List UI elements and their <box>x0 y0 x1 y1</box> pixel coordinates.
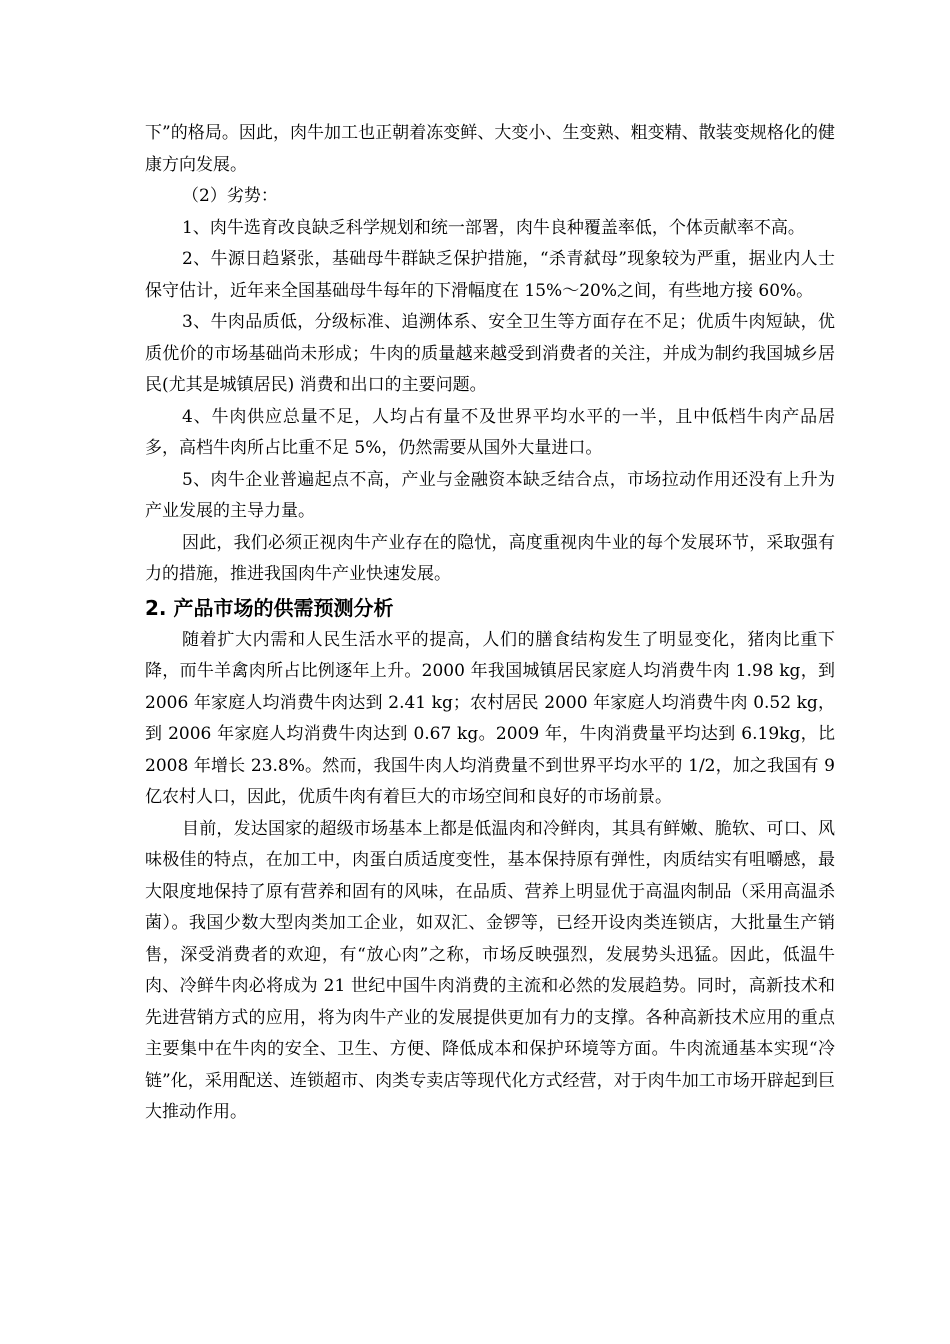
document-page <box>145 118 835 1129</box>
paragraph-conclusion: 因此，我们必须正视肉牛产业存在的隐忧，高度重视肉牛业的每个发展环节，采取强有力的措施，推进我国肉牛产业快速发展。 <box>145 532 835 584</box>
paragraph-weakness-4: 4、牛肉供应总量不足，人均占有量不及世界平均水平的一半，且中低档牛肉产品居多，高档牛肉所占比重不足 5%，仍然需要从国外大量进口。 <box>145 406 835 458</box>
paragraph-intro: 下”的格局。因此，肉牛加工也正朝着冻变鲜、大变小、生变熟、粗变精、散装变规格化的健康方向发展。 <box>145 123 835 175</box>
section-heading: 2. 产品市场的供需预测分析 <box>145 595 394 620</box>
paragraph-weakness-3: 3、牛肉品质低，分级标准、追溯体系、安全卫生等方面存在不足；优质牛肉短缺，优质优价的市场基础尚未形成；牛肉的质量越来越受到消费者的关注，并成为制约我国城乡居民(尤其是城镇居民) 消费和出口的主要问题。 <box>145 312 835 395</box>
paragraph-weakness-1: 1、肉牛选育改良缺乏科学规划和统一部署，肉牛良种覆盖率低，个体贡献率不高。 <box>182 217 805 238</box>
paragraph-weakness-5: 5、肉牛企业普遍起点不高，产业与金融资本缺乏结合点，市场拉动作用还没有上升为产业发展的主导力量。 <box>145 469 835 521</box>
subheading-weakness: （2）劣势： <box>182 186 278 206</box>
paragraph-weakness-2: 2、牛源日趋紧张，基础母牛群缺乏保护措施，“杀青弑母”现象较为严重，据业内人士保守估计，近年来全国基础母牛每年的下滑幅度在 15%～20%之间，有些地方接 60%。 <box>145 249 835 301</box>
paragraph-market: 目前，发达国家的超级市场基本上都是低温肉和冷鲜肉，其具有鲜嫩、脆软、可口、风味极佳的特点，在加工中，肉蛋白质适度变性，基本保持原有弹性，肉质结实有咀嚼感，最大限度地保持了原有营养和固有的风味，在品质、营养上明显优于高温肉制品（采用高温杀菌）。我国少数大型肉类加工企业，如双汇、金锣等，已经开设肉类连锁店，大批量生产销售，深受消费者的欢迎，有“放心肉”之称，市场反映强烈，发展势头迅猛。因此，低温牛肉、冷鲜牛肉必将成为 21 世纪中国牛肉消费的主流和必然的发展趋势。同时，高新技术和先进营销方式的应用，将为肉牛产业的发展提供更加有力的支撑。各种高新技术应用的重点主要集中在牛肉的安全、卫生、方便、降低成本和保护环境等方面。牛肉流通基本实现“冷链”化，采用配送、连锁超市、肉类专卖店等现代化方式经营，对于肉牛加工市场开辟起到巨大推动作用。 <box>145 818 835 1122</box>
paragraph-demand: 随着扩大内需和人民生活水平的提高，人们的膳食结构发生了明显变化，猪肉比重下降，而牛羊禽肉所占比例逐年上升。2000 年我国城镇居民家庭人均消费牛肉 1.98 kg，到 2006 年家庭人均消费牛肉达到 2.41 kg；农村居民 2000 年家庭人均消费牛肉 0.52 kg，到 2006 年家庭人均消费牛肉达到 0.67 kg。2009 年，牛肉消费量平均达到 6.19kg，比 2008 年增长 23.8%。然而，我国牛肉人均消费量不到世界平均水平的 1/2，加之我国有 9 亿农村人口，因此，优质牛肉有着巨大的市场空间和良好的市场前景。 <box>145 629 835 807</box>
